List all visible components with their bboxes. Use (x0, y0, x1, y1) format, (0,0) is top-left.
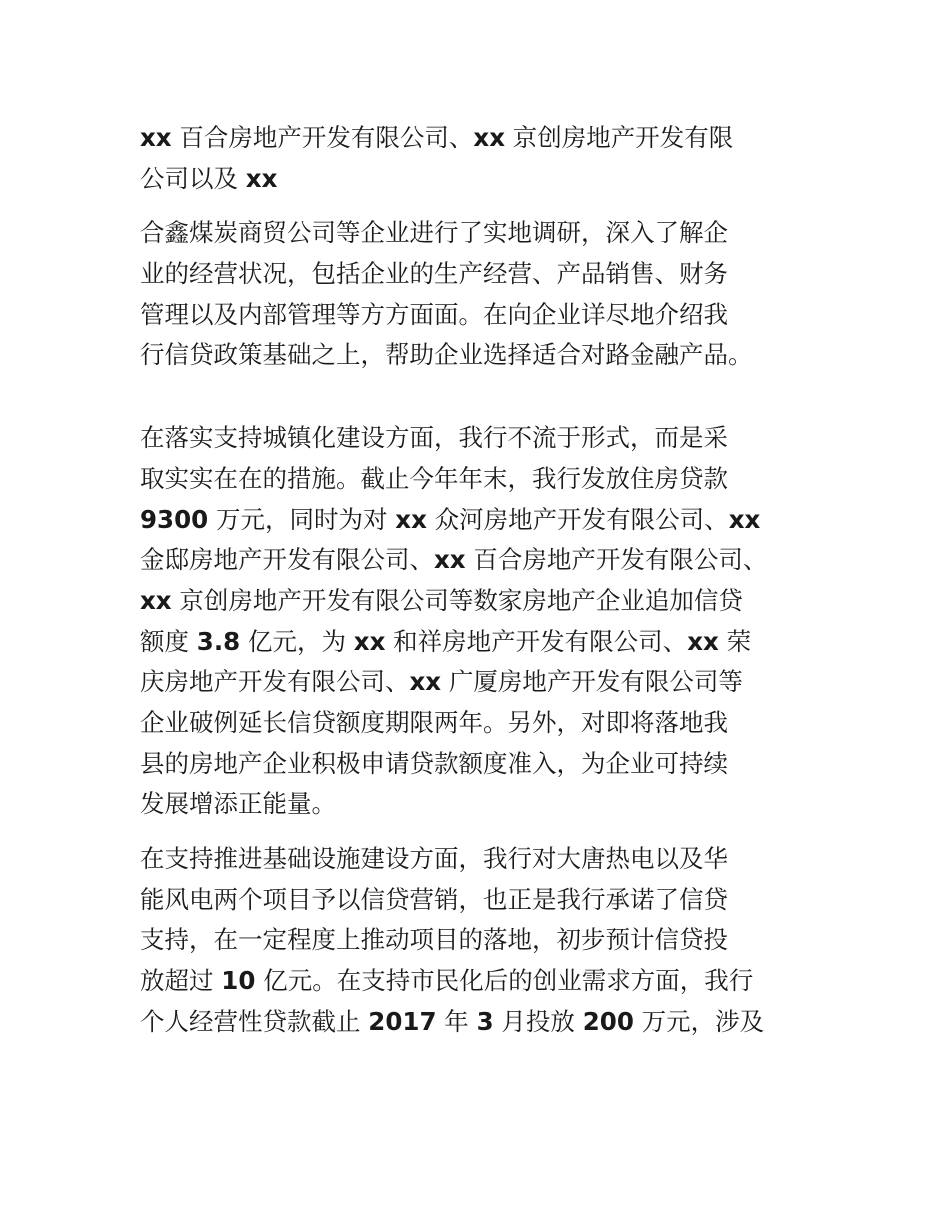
text-line: xx 京创房地产开发有限公司等数家房地产企业追加信贷 (140, 585, 743, 615)
text-line: 管理以及内部管理等方方面面。在向企业详尽地介绍我 (140, 299, 728, 329)
paragraph-spacer (140, 199, 812, 213)
text-line: 发展增添正能量。 (140, 789, 336, 819)
paragraph-2 (140, 213, 812, 376)
paragraph-spacer (140, 825, 812, 839)
paragraph-spacer (140, 376, 812, 418)
text-line: 支持，在一定程度上推动项目的落地，初步预计信贷投 (140, 925, 728, 955)
text-line: 在支持推进基础设施建设方面，我行对大唐热电以及华 (140, 844, 728, 873)
text-line: 9300 万元，同时为对 xx 众河房地产开发有限公司、xx (140, 504, 761, 534)
text-line: xx 百合房地产开发有限公司、xx 京创房地产开发有限 (140, 123, 734, 152)
text-line: 行信贷政策基础之上，帮助企业选择适合对路金融产品。 (140, 340, 753, 370)
text-line: 金邸房地产开发有限公司、xx 百合房地产开发有限公司、 (140, 545, 768, 575)
text-line: 个人经营性贷款截止 2017 年 3 月投放 200 万元，涉及 (140, 1006, 765, 1036)
text-line: 能风电两个项目予以信贷营销，也正是我行承诺了信贷 (140, 884, 728, 914)
text-line: 放超过 10 亿元。在支持市民化后的创业需求方面，我行 (140, 966, 754, 996)
paragraph-3 (140, 418, 812, 825)
text-line: 企业破例延长信贷额度期限两年。另外，对即将落地我 (140, 707, 728, 737)
document-page (140, 118, 812, 1042)
text-line: 业的经营状况，包括企业的生产经营、产品销售、财务 (140, 259, 728, 289)
paragraph-4 (140, 839, 812, 1042)
text-line: 在落实支持城镇化建设方面，我行不流于形式，而是采 (140, 423, 728, 453)
text-line: 取实实在在的措施。截止今年年末，我行发放住房贷款 (140, 463, 728, 493)
text-line: 合鑫煤炭商贸公司等企业进行了实地调研，深入了解企 (140, 218, 728, 248)
paragraph-1 (140, 118, 812, 199)
text-line: 县的房地产企业积极申请贷款额度准入，为企业可持续 (140, 748, 728, 778)
text-line: 公司以及 xx (140, 163, 278, 193)
text-line: 庆房地产开发有限公司、xx 广厦房地产开发有限公司等 (140, 667, 743, 697)
text-line: 额度 3.8 亿元，为 xx 和祥房地产开发有限公司、xx 荣 (140, 626, 752, 656)
